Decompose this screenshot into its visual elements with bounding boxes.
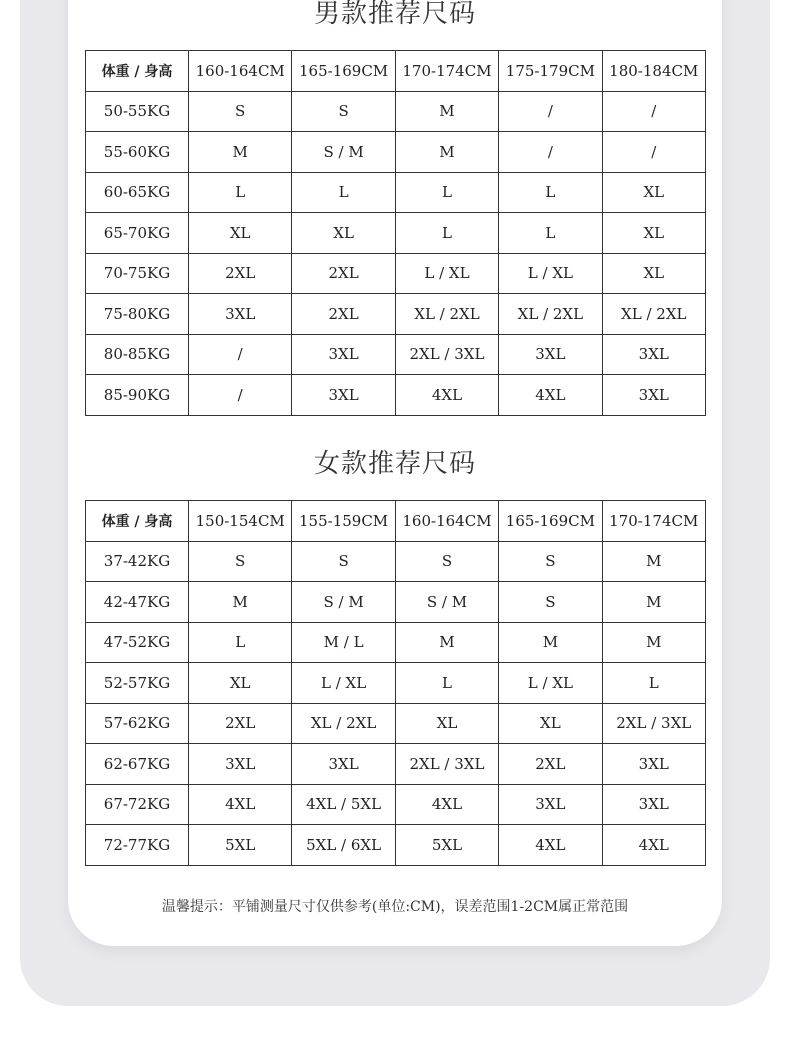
size-cell: XL — [189, 663, 292, 704]
size-cell: 2XL — [189, 253, 292, 294]
table-row — [86, 663, 706, 704]
table-row — [86, 172, 706, 213]
size-cell: M — [189, 132, 292, 173]
size-cell: L / XL — [395, 253, 498, 294]
weight-cell: 80-85KG — [86, 334, 189, 375]
size-cell: M — [395, 622, 498, 663]
women-size-table — [85, 500, 706, 866]
size-cell: L — [602, 663, 705, 704]
size-cell: XL — [602, 253, 705, 294]
size-cell: / — [499, 91, 602, 132]
size-cell: M — [602, 582, 705, 623]
table-header-row — [86, 51, 706, 92]
height-header: 170-174CM — [395, 51, 498, 92]
size-cell: 2XL / 3XL — [395, 334, 498, 375]
weight-cell: 50-55KG — [86, 91, 189, 132]
size-cell: 4XL — [395, 784, 498, 825]
size-cell: XL / 2XL — [602, 294, 705, 335]
table-row — [86, 91, 706, 132]
size-cell: M / L — [292, 622, 395, 663]
height-header: 170-174CM — [602, 501, 705, 542]
height-header: 180-184CM — [602, 51, 705, 92]
weight-cell: 67-72KG — [86, 784, 189, 825]
table-row — [86, 541, 706, 582]
size-cell: S / M — [292, 582, 395, 623]
size-cell: L / XL — [499, 253, 602, 294]
weight-cell: 55-60KG — [86, 132, 189, 173]
size-cell: 3XL — [602, 334, 705, 375]
height-header: 175-179CM — [499, 51, 602, 92]
size-cell: L / XL — [292, 663, 395, 704]
weight-cell: 62-67KG — [86, 744, 189, 785]
size-cell: 3XL — [292, 334, 395, 375]
size-cell: 5XL — [395, 825, 498, 866]
size-cell: M — [189, 582, 292, 623]
weight-cell: 72-77KG — [86, 825, 189, 866]
size-cell: XL / 2XL — [292, 703, 395, 744]
size-cell: S — [189, 91, 292, 132]
size-cell: 2XL — [189, 703, 292, 744]
size-cell: S — [292, 91, 395, 132]
size-cell: XL — [602, 172, 705, 213]
table-row — [86, 334, 706, 375]
size-cell: L / XL — [499, 663, 602, 704]
size-cell: 4XL / 5XL — [292, 784, 395, 825]
table-row — [86, 294, 706, 335]
size-cell: L — [189, 172, 292, 213]
size-cell: M — [395, 91, 498, 132]
size-cell: XL — [602, 213, 705, 254]
men-size-title: 男款推荐尺码 — [313, 0, 476, 29]
size-cell: XL / 2XL — [499, 294, 602, 335]
size-cell: L — [395, 172, 498, 213]
size-cell: XL — [292, 213, 395, 254]
size-cell: 3XL — [189, 294, 292, 335]
size-cell: M — [395, 132, 498, 173]
size-cell: 3XL — [602, 375, 705, 416]
height-header: 165-169CM — [292, 51, 395, 92]
size-cell: 3XL — [189, 744, 292, 785]
size-cell: S — [189, 541, 292, 582]
weight-cell: 65-70KG — [86, 213, 189, 254]
size-cell: XL — [189, 213, 292, 254]
size-cell: / — [189, 334, 292, 375]
height-header: 160-164CM — [189, 51, 292, 92]
size-cell: XL / 2XL — [395, 294, 498, 335]
height-header: 150-154CM — [189, 501, 292, 542]
size-cell: XL — [395, 703, 498, 744]
size-cell: S — [499, 582, 602, 623]
size-cell: / — [499, 132, 602, 173]
corner-header: 体重 / 身高 — [86, 51, 189, 92]
weight-cell: 57-62KG — [86, 703, 189, 744]
size-cell: / — [189, 375, 292, 416]
size-cell: 2XL — [292, 253, 395, 294]
men-size-table — [85, 50, 706, 416]
size-cell: M — [602, 622, 705, 663]
height-header: 165-169CM — [499, 501, 602, 542]
size-cell: 3XL — [499, 784, 602, 825]
size-cell: L — [499, 213, 602, 254]
size-cell: 2XL / 3XL — [602, 703, 705, 744]
table-row — [86, 703, 706, 744]
weight-cell: 42-47KG — [86, 582, 189, 623]
size-cell: 3XL — [292, 744, 395, 785]
size-cell: M — [499, 622, 602, 663]
table-row — [86, 213, 706, 254]
size-cell: 3XL — [602, 784, 705, 825]
height-header: 155-159CM — [292, 501, 395, 542]
table-row — [86, 744, 706, 785]
size-cell: 4XL — [499, 825, 602, 866]
table-row — [86, 825, 706, 866]
size-cell: XL — [499, 703, 602, 744]
table-row — [86, 132, 706, 173]
weight-cell: 85-90KG — [86, 375, 189, 416]
weight-cell: 60-65KG — [86, 172, 189, 213]
size-cell: 3XL — [292, 375, 395, 416]
measurement-note: 温馨提示：平铺测量尺寸仅供参考(单位:CM)，误差范围1-2CM属正常范围 — [161, 899, 629, 915]
size-cell: 4XL — [395, 375, 498, 416]
size-cell: S — [292, 541, 395, 582]
size-cell: M — [602, 541, 705, 582]
weight-cell: 70-75KG — [86, 253, 189, 294]
table-row — [86, 622, 706, 663]
height-header: 160-164CM — [395, 501, 498, 542]
size-cell: 2XL / 3XL — [395, 744, 498, 785]
size-cell: S — [395, 541, 498, 582]
size-cell: S / M — [395, 582, 498, 623]
size-cell: L — [189, 622, 292, 663]
size-cell: 3XL — [602, 744, 705, 785]
size-cell: S — [499, 541, 602, 582]
size-cell: S / M — [292, 132, 395, 173]
table-row — [86, 253, 706, 294]
size-cell: L — [395, 663, 498, 704]
size-cell: 2XL — [499, 744, 602, 785]
size-cell: 4XL — [499, 375, 602, 416]
size-cell: 5XL / 6XL — [292, 825, 395, 866]
weight-cell: 75-80KG — [86, 294, 189, 335]
women-size-title: 女款推荐尺码 — [313, 449, 476, 479]
table-row — [86, 784, 706, 825]
size-cell: / — [602, 91, 705, 132]
size-cell: 3XL — [499, 334, 602, 375]
size-cell: L — [395, 213, 498, 254]
weight-cell: 47-52KG — [86, 622, 189, 663]
size-cell: L — [292, 172, 395, 213]
size-cell: 5XL — [189, 825, 292, 866]
weight-cell: 52-57KG — [86, 663, 189, 704]
size-cell: L — [499, 172, 602, 213]
table-row — [86, 375, 706, 416]
size-cell: 2XL — [292, 294, 395, 335]
table-header-row — [86, 501, 706, 542]
size-cell: 4XL — [602, 825, 705, 866]
size-cell: / — [602, 132, 705, 173]
size-cell: 4XL — [189, 784, 292, 825]
table-row — [86, 582, 706, 623]
weight-cell: 37-42KG — [86, 541, 189, 582]
corner-header: 体重 / 身高 — [86, 501, 189, 542]
